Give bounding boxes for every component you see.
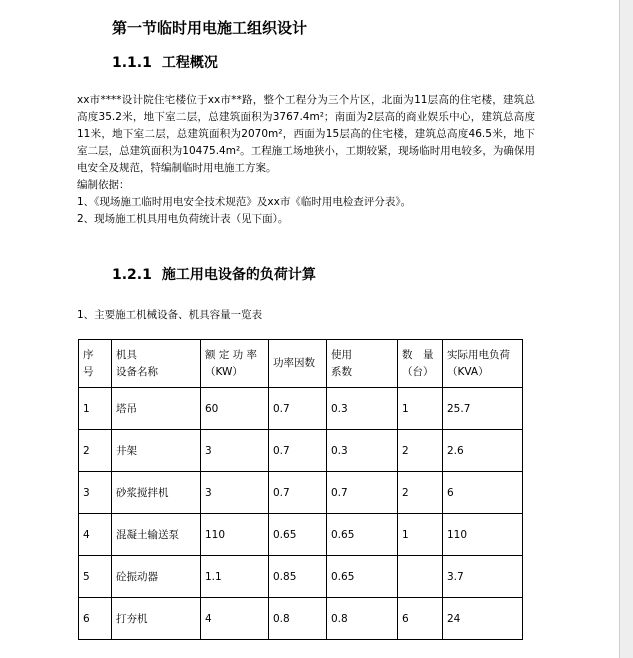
table-cell: 0.7 <box>269 388 327 430</box>
table-row <box>79 472 523 514</box>
table-cell: 砂浆搅拌机 <box>112 472 201 514</box>
table-cell: 塔吊 <box>112 388 201 430</box>
equipment-load-table <box>78 339 523 640</box>
table-cell: 2.6 <box>443 430 523 472</box>
table-header-row <box>79 340 523 388</box>
table-cell: 打夯机 <box>112 598 201 640</box>
load-calc-heading-title: 施工用电设备的负荷计算 <box>161 267 316 283</box>
table-cell: 井架 <box>112 430 201 472</box>
overview-paragraph: xx市****设计院住宅楼位于xx市**路，整个工程分为三个片区，北面为11层高的住宅楼，建筑总高度35.2米，地下室二层，总建筑面积为3767.4m²；南面为2层高的商业娱乐中心，建筑总高度11米，地下室二层，总建筑面积为2070m²，西面为15层高的住宅楼，建筑总高度46.5米，地下室二层，总建筑面积为10475.4m²。工程施工场地狭小，工期较紧，现场临时用电较多，为确保用电安全及规范，特编制临时用电施工方案。 <box>77 94 535 174</box>
table-cell: 0.85 <box>269 556 327 598</box>
table-cell: 混凝土输送泵 <box>112 514 201 556</box>
table-cell: 2 <box>79 430 112 472</box>
header-cell-usage-factor: 使用 系数 <box>327 340 398 388</box>
table-cell: 2 <box>398 430 443 472</box>
table-cell: 3.7 <box>443 556 523 598</box>
table-cell: 110 <box>201 514 269 556</box>
load-calc-heading <box>112 264 316 284</box>
table-cell: 0.7 <box>269 430 327 472</box>
viewer-background-strip <box>620 0 633 658</box>
table-cell: 砼振动器 <box>112 556 201 598</box>
table-cell <box>398 556 443 598</box>
header-cell-power-factor: 功率因数 <box>269 340 327 388</box>
table-caption: 1、主要施工机械设备、机具容量一览表 <box>77 309 263 321</box>
table-row <box>79 598 523 640</box>
header-cell-no: 序 号 <box>79 340 112 388</box>
table-cell: 3 <box>201 472 269 514</box>
table-cell: 6 <box>398 598 443 640</box>
table-cell: 4 <box>201 598 269 640</box>
table-cell: 1.1 <box>201 556 269 598</box>
overview-heading <box>112 52 218 72</box>
section-title: 第一节临时用电施工组织设计 <box>112 19 308 37</box>
table-cell: 0.3 <box>327 388 398 430</box>
table-cell: 0.65 <box>327 514 398 556</box>
header-cell-actual-load: 实际用电负荷 （KVA） <box>443 340 523 388</box>
table-cell: 110 <box>443 514 523 556</box>
header-cell-equipment: 机具 设备名称 <box>112 340 201 388</box>
table-cell: 6 <box>79 598 112 640</box>
table-cell: 2 <box>398 472 443 514</box>
table-cell: 1 <box>398 514 443 556</box>
table-cell: 0.8 <box>269 598 327 640</box>
overview-heading-title: 工程概况 <box>161 55 218 71</box>
basis-item: 2、现场施工机具用电负荷统计表（见下面）。 <box>77 213 289 225</box>
table-cell: 3 <box>79 472 112 514</box>
table-cell: 24 <box>443 598 523 640</box>
table-cell: 25.7 <box>443 388 523 430</box>
header-cell-rated-power: 额 定 功 率 （KW） <box>201 340 269 388</box>
table-row <box>79 430 523 472</box>
table-cell: 60 <box>201 388 269 430</box>
table-cell: 3 <box>201 430 269 472</box>
table-row <box>79 388 523 430</box>
table-row <box>79 514 523 556</box>
table-cell: 0.3 <box>327 430 398 472</box>
table-cell: 0.7 <box>269 472 327 514</box>
basis-label: 编制依据： <box>77 179 130 191</box>
table-cell: 4 <box>79 514 112 556</box>
table-cell: 0.7 <box>327 472 398 514</box>
table-cell: 0.8 <box>327 598 398 640</box>
table-cell: 1 <box>398 388 443 430</box>
table-cell: 6 <box>443 472 523 514</box>
table-row <box>79 556 523 598</box>
table-cell: 5 <box>79 556 112 598</box>
overview-heading-number: 1.1.1 <box>112 55 152 71</box>
table-cell: 1 <box>79 388 112 430</box>
header-cell-quantity: 数 量 （台） <box>398 340 443 388</box>
table-cell: 0.65 <box>269 514 327 556</box>
table-cell: 0.65 <box>327 556 398 598</box>
basis-item: 1、《现场施工临时用电安全技术规范》及xx市《临时用电检查评分表》。 <box>77 196 412 208</box>
load-calc-heading-number: 1.2.1 <box>112 267 152 283</box>
